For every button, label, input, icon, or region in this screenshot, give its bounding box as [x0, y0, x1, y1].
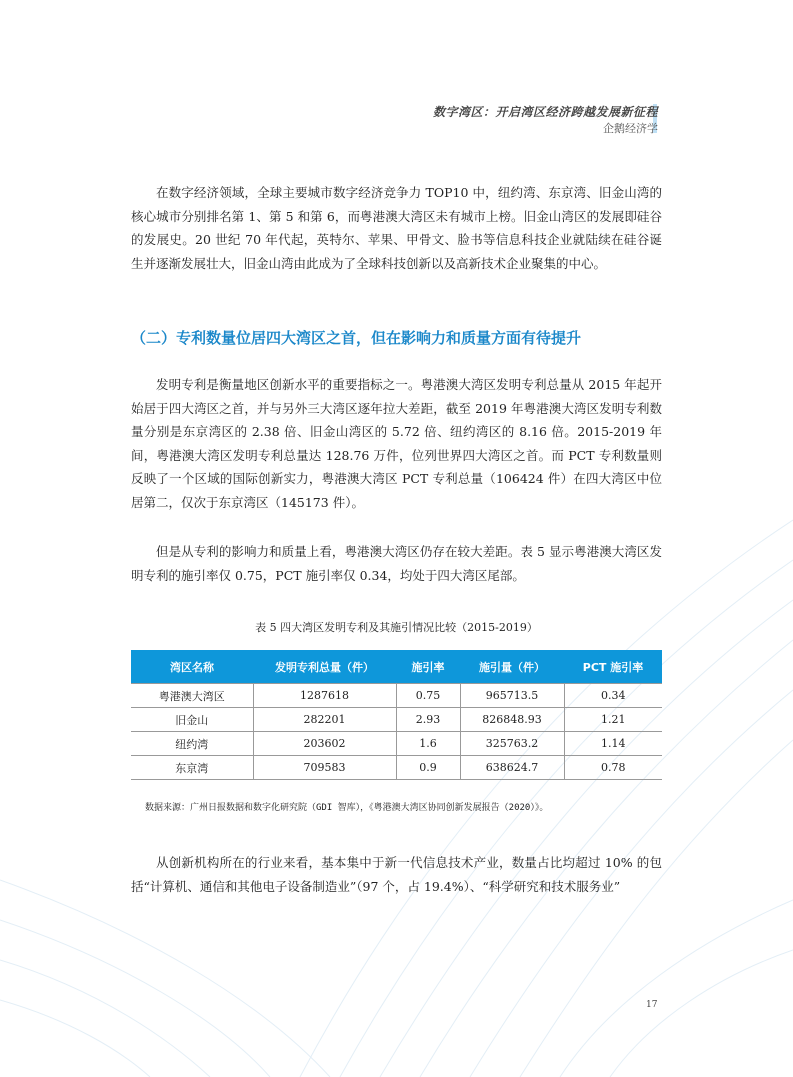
cell-citation-count: 325763.2 [460, 732, 564, 756]
cell-citation-rate: 2.93 [396, 708, 460, 732]
cell-citation-rate: 0.9 [396, 756, 460, 780]
table-row [131, 756, 662, 780]
cell-bay-name: 粤港澳大湾区 [131, 684, 253, 708]
header-title: 数字湾区：开启湾区经济跨越发展新征程 [432, 105, 658, 119]
column-header-patent-total: 发明专利总量（件） [253, 650, 396, 684]
cell-patent-total: 203602 [253, 732, 396, 756]
table-row [131, 732, 662, 756]
cell-patent-total: 1287618 [253, 684, 396, 708]
patent-comparison-table [131, 650, 662, 780]
header-subtitle: 企鹅经济学 [603, 122, 658, 135]
cell-citation-count: 826848.93 [460, 708, 564, 732]
running-header [433, 104, 658, 137]
cell-citation-count: 965713.5 [460, 684, 564, 708]
cell-pct-citation-rate: 1.21 [564, 708, 662, 732]
industry-paragraph: 从创新机构所在的行业来看，基本集中于新一代信息技术产业，数量占比均超过 10% 的包括“计算机、通信和其他电子设备制造业”（97 个，占 19.4%）、“科学研究和技术服务业” [131, 855, 662, 894]
column-header-bay-name: 湾区名称 [131, 650, 253, 684]
column-header-pct-citation-rate: PCT 施引率 [564, 650, 662, 684]
table-row [131, 708, 662, 732]
table-row [131, 684, 662, 708]
citation-paragraph: 但是从专利的影响力和质量上看，粤港澳大湾区仍存在较大差距。表 5 显示粤港澳大湾区发明专利的施引率仅 0.75，PCT 施引率仅 0.34，均处于四大湾区尾部。 [131, 544, 662, 583]
patent-paragraph: 发明专利是衡量地区创新水平的重要指标之一。粤港澳大湾区发明专利总量从 2015 年起开始居于四大湾区之首，并与另外三大湾区逐年拉大差距，截至 2019 年粤港澳大湾区发明专利数量分别是东京湾区的 2.38 倍、旧金山湾区的 5.72 倍、纽约湾区的 8.16 倍。2015-2019 年间，粤港澳大湾区发明专利总量达 128.76 万件，位列世界四大湾区之首。而 PCT 专利数量则反映了一个区域的国际创新实力，粤港澳大湾区 PCT 专利总量（106424 件）在四大湾区中位居第二，仅次于东京湾区（145173 件）。 [131, 377, 662, 510]
table-caption: 表 5 四大湾区发明专利及其施引情况比较（2015-2019） [255, 621, 538, 634]
cell-patent-total: 709583 [253, 756, 396, 780]
cell-citation-rate: 1.6 [396, 732, 460, 756]
column-header-citation-count: 施引量（件） [460, 650, 564, 684]
table-header-row [131, 650, 662, 684]
table-source-note: 数据来源：广州日报数据和数字化研究院（GDI 智库），《粤港澳大湾区协同创新发展报告（2020）》。 [145, 803, 549, 813]
cell-bay-name: 东京湾 [131, 756, 253, 780]
column-header-citation-rate: 施引率 [396, 650, 460, 684]
cell-pct-citation-rate: 0.78 [564, 756, 662, 780]
cell-pct-citation-rate: 1.14 [564, 732, 662, 756]
cell-pct-citation-rate: 0.34 [564, 684, 662, 708]
page-number: 17 [646, 1000, 658, 1010]
intro-paragraph: 在数字经济领域，全球主要城市数字经济竞争力 TOP10 中，纽约湾、东京湾、旧金山湾的核心城市分别排名第 1、第 5 和第 6，而粤港澳大湾区未有城市上榜。旧金山湾区的发展即硅谷的发展史。20 世纪 70 年代起，英特尔、苹果、甲骨文、脸书等信息科技企业就陆续在硅谷诞生并逐渐发展壮大，旧金山湾由此成为了全球科技创新以及高新技术企业聚集的中心。 [131, 185, 662, 271]
cell-bay-name: 旧金山 [131, 708, 253, 732]
cell-patent-total: 282201 [253, 708, 396, 732]
cell-citation-rate: 0.75 [396, 684, 460, 708]
cell-citation-count: 638624.7 [460, 756, 564, 780]
section-heading: （二）专利数量位居四大湾区之首，但在影响力和质量方面有待提升 [131, 329, 582, 347]
cell-bay-name: 纽约湾 [131, 732, 253, 756]
